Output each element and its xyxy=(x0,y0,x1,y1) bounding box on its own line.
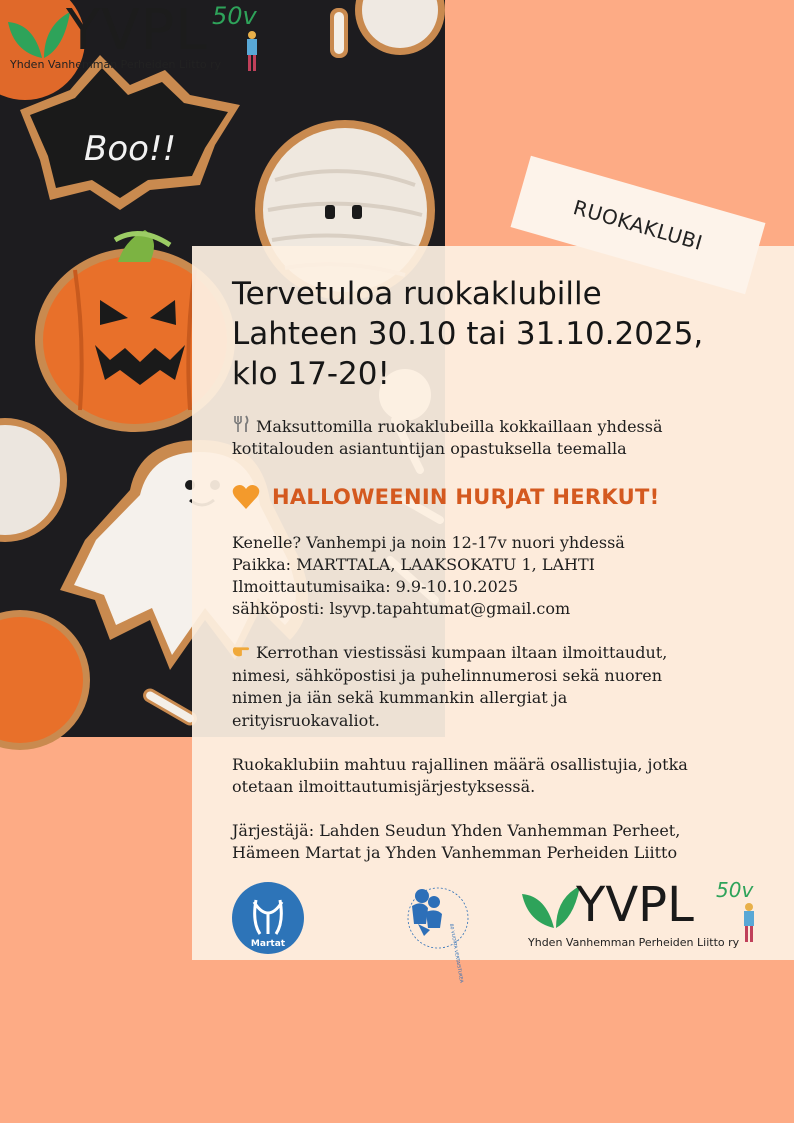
martat-label: Martat xyxy=(250,939,286,949)
orange-heart-icon xyxy=(232,484,260,510)
theme-heading xyxy=(232,484,772,510)
event-details xyxy=(232,532,772,620)
registration-note xyxy=(232,642,772,732)
yvpl-logo-top xyxy=(4,2,274,78)
title-line-1: Tervetuloa ruokaklubille xyxy=(232,276,602,312)
title-line-2: Lahteen 30.10 tai 31.10.2025, xyxy=(232,316,704,352)
theme-title: HALLOWEENIN HURJAT HERKUT! xyxy=(272,485,660,509)
leaf-icon xyxy=(520,882,582,936)
boo-cookie-text: Boo!! xyxy=(84,129,177,169)
partner-ring-text: 80 VUOTTA VERTAISTUKEA xyxy=(448,923,464,984)
capacity-line-2: otetaan ilmoittautumisjärjestyksessä. xyxy=(232,777,536,796)
fork-knife-icon xyxy=(232,416,250,432)
intro-line-2: kotitalouden asiantuntijan opastuksella teemalla xyxy=(232,439,627,458)
organizer-line-2: Hämeen Martat ja Yhden Vanhemman Perheiden Liitto xyxy=(232,843,678,862)
note-line-3: nimen ja iän sekä kummankin allergiat ja xyxy=(232,688,568,707)
organizer-text xyxy=(232,820,772,864)
anniversary-badge: 50v xyxy=(716,878,754,902)
partner-logo xyxy=(404,884,472,984)
person-figure-icon xyxy=(738,902,760,946)
martat-logo xyxy=(232,882,304,954)
note-line-1: Kerrothan viestissäsi kumpaan iltaan ilmoittaudut, xyxy=(256,643,668,662)
title-line-3: klo 17-20! xyxy=(232,356,390,392)
yvpl-letters: YVPL xyxy=(576,877,694,933)
anniversary-badge: 50v xyxy=(212,2,257,30)
yvpl-subtitle: Yhden Vanhemman Perheiden Liitto ry xyxy=(10,58,222,71)
ruokaklubi-tag: RUOKAKLUBI xyxy=(511,156,766,294)
detail-email: sähköposti: lsyvp.tapahtumat@gmail.com xyxy=(232,599,571,618)
content-panel xyxy=(192,246,794,960)
note-line-2: nimesi, sähköpostisi ja puhelinnumerosi sekä nuoren xyxy=(232,665,663,685)
yvpl-subtitle: Yhden Vanhemman Perheiden Liitto ry xyxy=(528,936,740,949)
page-title xyxy=(232,274,772,394)
capacity-line-1: Ruokaklubiin mahtuu rajallinen määrä osallistujia, jotka xyxy=(232,755,688,774)
person-figure-icon xyxy=(240,30,264,74)
detail-place: Paikka: MARTTALA, LAAKSOKATU 1, LAHTI xyxy=(232,555,595,574)
detail-who: Kenelle? Vanhempi ja noin 12-17v nuori yhdessä xyxy=(232,533,625,552)
pointing-hand-icon xyxy=(232,644,250,658)
detail-registration: Ilmoittautumisaika: 9.9-10.10.2025 xyxy=(232,577,519,596)
yvpl-letters: YVPL xyxy=(66,0,208,63)
yvpl-logo-bottom xyxy=(520,878,770,954)
organizer-line-1: Järjestäjä: Lahden Seudun Yhden Vanhemman Perheet, xyxy=(232,821,681,840)
intro-text xyxy=(232,416,772,460)
intro-line-1: Maksuttomilla ruokaklubeilla kokkaillaan yhdessä xyxy=(256,417,663,436)
note-line-4: erityisruokavaliot. xyxy=(232,710,380,730)
capacity-text xyxy=(232,754,772,798)
